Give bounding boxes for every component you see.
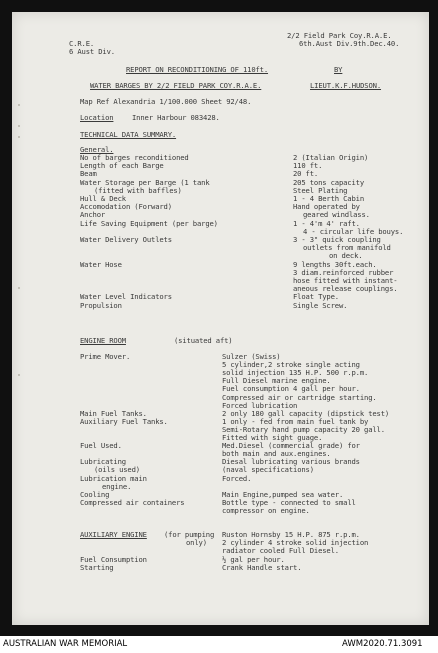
footer-bar bbox=[0, 636, 438, 653]
row-value: Compressed air or cartridge starting. bbox=[222, 392, 377, 402]
row-value: 1 - 4'm 4' raft. bbox=[293, 218, 360, 228]
row-value: Hand operated by bbox=[293, 202, 360, 212]
row-value: 2 (Italian Origin) bbox=[293, 153, 369, 162]
row-value: Float Type. bbox=[293, 292, 339, 302]
row-value: hose fitted with instant- bbox=[293, 276, 398, 285]
row-label: engine. bbox=[102, 481, 132, 491]
row-label: Anchor bbox=[80, 210, 106, 220]
row-value: geared windlass. bbox=[303, 210, 370, 220]
row-label: Main Fuel Tanks. bbox=[80, 408, 147, 418]
row-value: ½ gal per hour. bbox=[222, 555, 285, 564]
row-value: 110 ft. bbox=[293, 161, 323, 171]
general-heading: General. bbox=[80, 145, 114, 154]
row-value: 20 ft. bbox=[293, 169, 319, 179]
row-label: Auxiliary Fuel Tanks. bbox=[80, 416, 168, 426]
aux-engine-value-line: 2 cylinder 4 stroke solid injection bbox=[222, 538, 369, 547]
report-title-by: BY bbox=[334, 65, 343, 74]
punch-hole bbox=[18, 136, 20, 138]
punch-hole bbox=[18, 287, 20, 289]
report-subtitle: WATER BARGES BY 2/2 FIELD PARK COY.R.A.E. bbox=[90, 81, 262, 90]
row-label: Water Level Indicators bbox=[80, 292, 172, 302]
row-value: both main and aux.engines. bbox=[222, 449, 331, 459]
row-label: Water Hose bbox=[80, 259, 122, 269]
row-label: (fitted with baffles) bbox=[94, 185, 182, 195]
row-value: Bottle type - connected to small bbox=[222, 497, 356, 507]
archive-reference: AWM2020.71.3091 bbox=[342, 639, 423, 649]
row-label: Compressed air containers bbox=[80, 497, 185, 507]
location-value: Inner Harbour 083428. bbox=[132, 113, 220, 122]
aux-engine-heading: AUXILIARY ENGINE bbox=[80, 530, 147, 539]
row-value: outlets from manifold bbox=[303, 243, 391, 253]
row-value: 205 tons capacity bbox=[293, 177, 365, 187]
row-value: Crank Handle start. bbox=[222, 563, 302, 573]
map-reference: Map Ref Alexandria 1/100.000 Sheet 92/48. bbox=[80, 97, 252, 106]
row-value: 5 cylinder,2 stroke single acting bbox=[222, 360, 360, 370]
row-value: Main Engine,pumped sea water. bbox=[222, 489, 344, 499]
aux-engine-value-line: Ruston Hornsby 15 H.P. 875 r.p.m. bbox=[222, 530, 360, 539]
aux-engine-note: (for pumping bbox=[164, 530, 215, 539]
location-label: Location bbox=[80, 113, 114, 122]
document-page bbox=[12, 12, 429, 625]
header-left-line: C.R.E. bbox=[69, 39, 95, 48]
row-label: Lubricating bbox=[80, 457, 126, 467]
aux-engine-note: only) bbox=[186, 538, 207, 547]
row-label: Life Saving Equipment (per barge) bbox=[80, 218, 218, 228]
row-label: Water Storage per Barge (1 tank bbox=[80, 177, 210, 187]
punch-hole bbox=[18, 374, 20, 376]
row-value: 1 - 4 Berth Cabin bbox=[293, 194, 365, 203]
row-label: Accomodation (Forward) bbox=[80, 202, 172, 212]
row-value: Med.Diesel (commercial grade) for bbox=[222, 441, 360, 451]
row-label: Cooling bbox=[80, 489, 110, 499]
row-label: Prime Mover. bbox=[80, 352, 131, 361]
row-value: Diesal lubricating various brands bbox=[222, 457, 360, 467]
aux-engine-value-line: radiator cooled Full Diesel. bbox=[222, 546, 339, 555]
row-label: Hull & Deck bbox=[80, 194, 126, 203]
row-value: Single Screw. bbox=[293, 300, 348, 310]
engine-room-heading: ENGINE ROOM bbox=[80, 336, 126, 345]
row-value: 3 - 3" quick coupling bbox=[293, 235, 381, 244]
row-value: (naval specifications) bbox=[222, 465, 314, 475]
row-value: Full Diesel marine engine. bbox=[222, 376, 331, 386]
row-value: Steel Plating bbox=[293, 185, 348, 195]
row-value: 2 only 180 gall capacity (dipstick test) bbox=[222, 408, 390, 418]
header-left-line: 6 Aust Div. bbox=[69, 47, 115, 56]
row-value: aneous release couplings. bbox=[293, 284, 398, 294]
row-value: solid injection 135 H.P. 500 r.p.m. bbox=[222, 368, 369, 378]
row-value: Forced lubrication bbox=[222, 400, 298, 410]
row-value: Fitted with sight guage. bbox=[222, 433, 323, 442]
row-label: Propulsion bbox=[80, 300, 122, 310]
row-value: 9 lengths 30ft.each. bbox=[293, 259, 377, 269]
header-right-line: 6th.Aust Div.9th.Dec.40. bbox=[299, 39, 400, 48]
row-value: 3 diam.reinforced rubber bbox=[293, 267, 394, 277]
row-label: Water Delivery Outlets bbox=[80, 235, 172, 244]
row-value: on deck. bbox=[329, 251, 363, 261]
row-value: Semi-Rotary hand pump capacity 20 gall. bbox=[222, 424, 385, 434]
engine-room-note: (situated aft) bbox=[174, 336, 233, 345]
row-label: Fuel Used. bbox=[80, 441, 122, 451]
row-label: Lubrication main bbox=[80, 473, 147, 483]
row-value: 4 - circular life bouys. bbox=[303, 226, 404, 236]
punch-hole bbox=[18, 104, 20, 106]
row-value: compressor on engine. bbox=[222, 505, 310, 515]
header-right-line: 2/2 Field Park Coy.R.A.E. bbox=[287, 31, 392, 40]
row-value: Forced. bbox=[222, 473, 252, 483]
row-value: Sulzer (Swiss) bbox=[222, 352, 281, 361]
row-label: Beam bbox=[80, 169, 97, 179]
row-label: Fuel Consumption bbox=[80, 555, 147, 564]
row-label: No of barges reconditioned bbox=[80, 153, 189, 162]
row-label: Starting bbox=[80, 563, 114, 573]
report-title: REPORT ON RECONDITIONING OF 110ft. bbox=[126, 65, 269, 74]
technical-data-heading: TECHNICAL DATA SUMMARY. bbox=[80, 130, 177, 139]
row-label: Length of each Barge bbox=[80, 161, 164, 171]
row-value: Fuel consumption 4 gall per hour. bbox=[222, 384, 360, 394]
report-officer: LIEUT.K.F.HUDSON. bbox=[310, 81, 382, 90]
archive-name: AUSTRALIAN WAR MEMORIAL bbox=[3, 639, 128, 649]
row-label: (oils used) bbox=[94, 465, 140, 475]
row-value: 1 only - fed from main fuel tank by bbox=[222, 416, 369, 426]
punch-hole bbox=[18, 125, 20, 127]
